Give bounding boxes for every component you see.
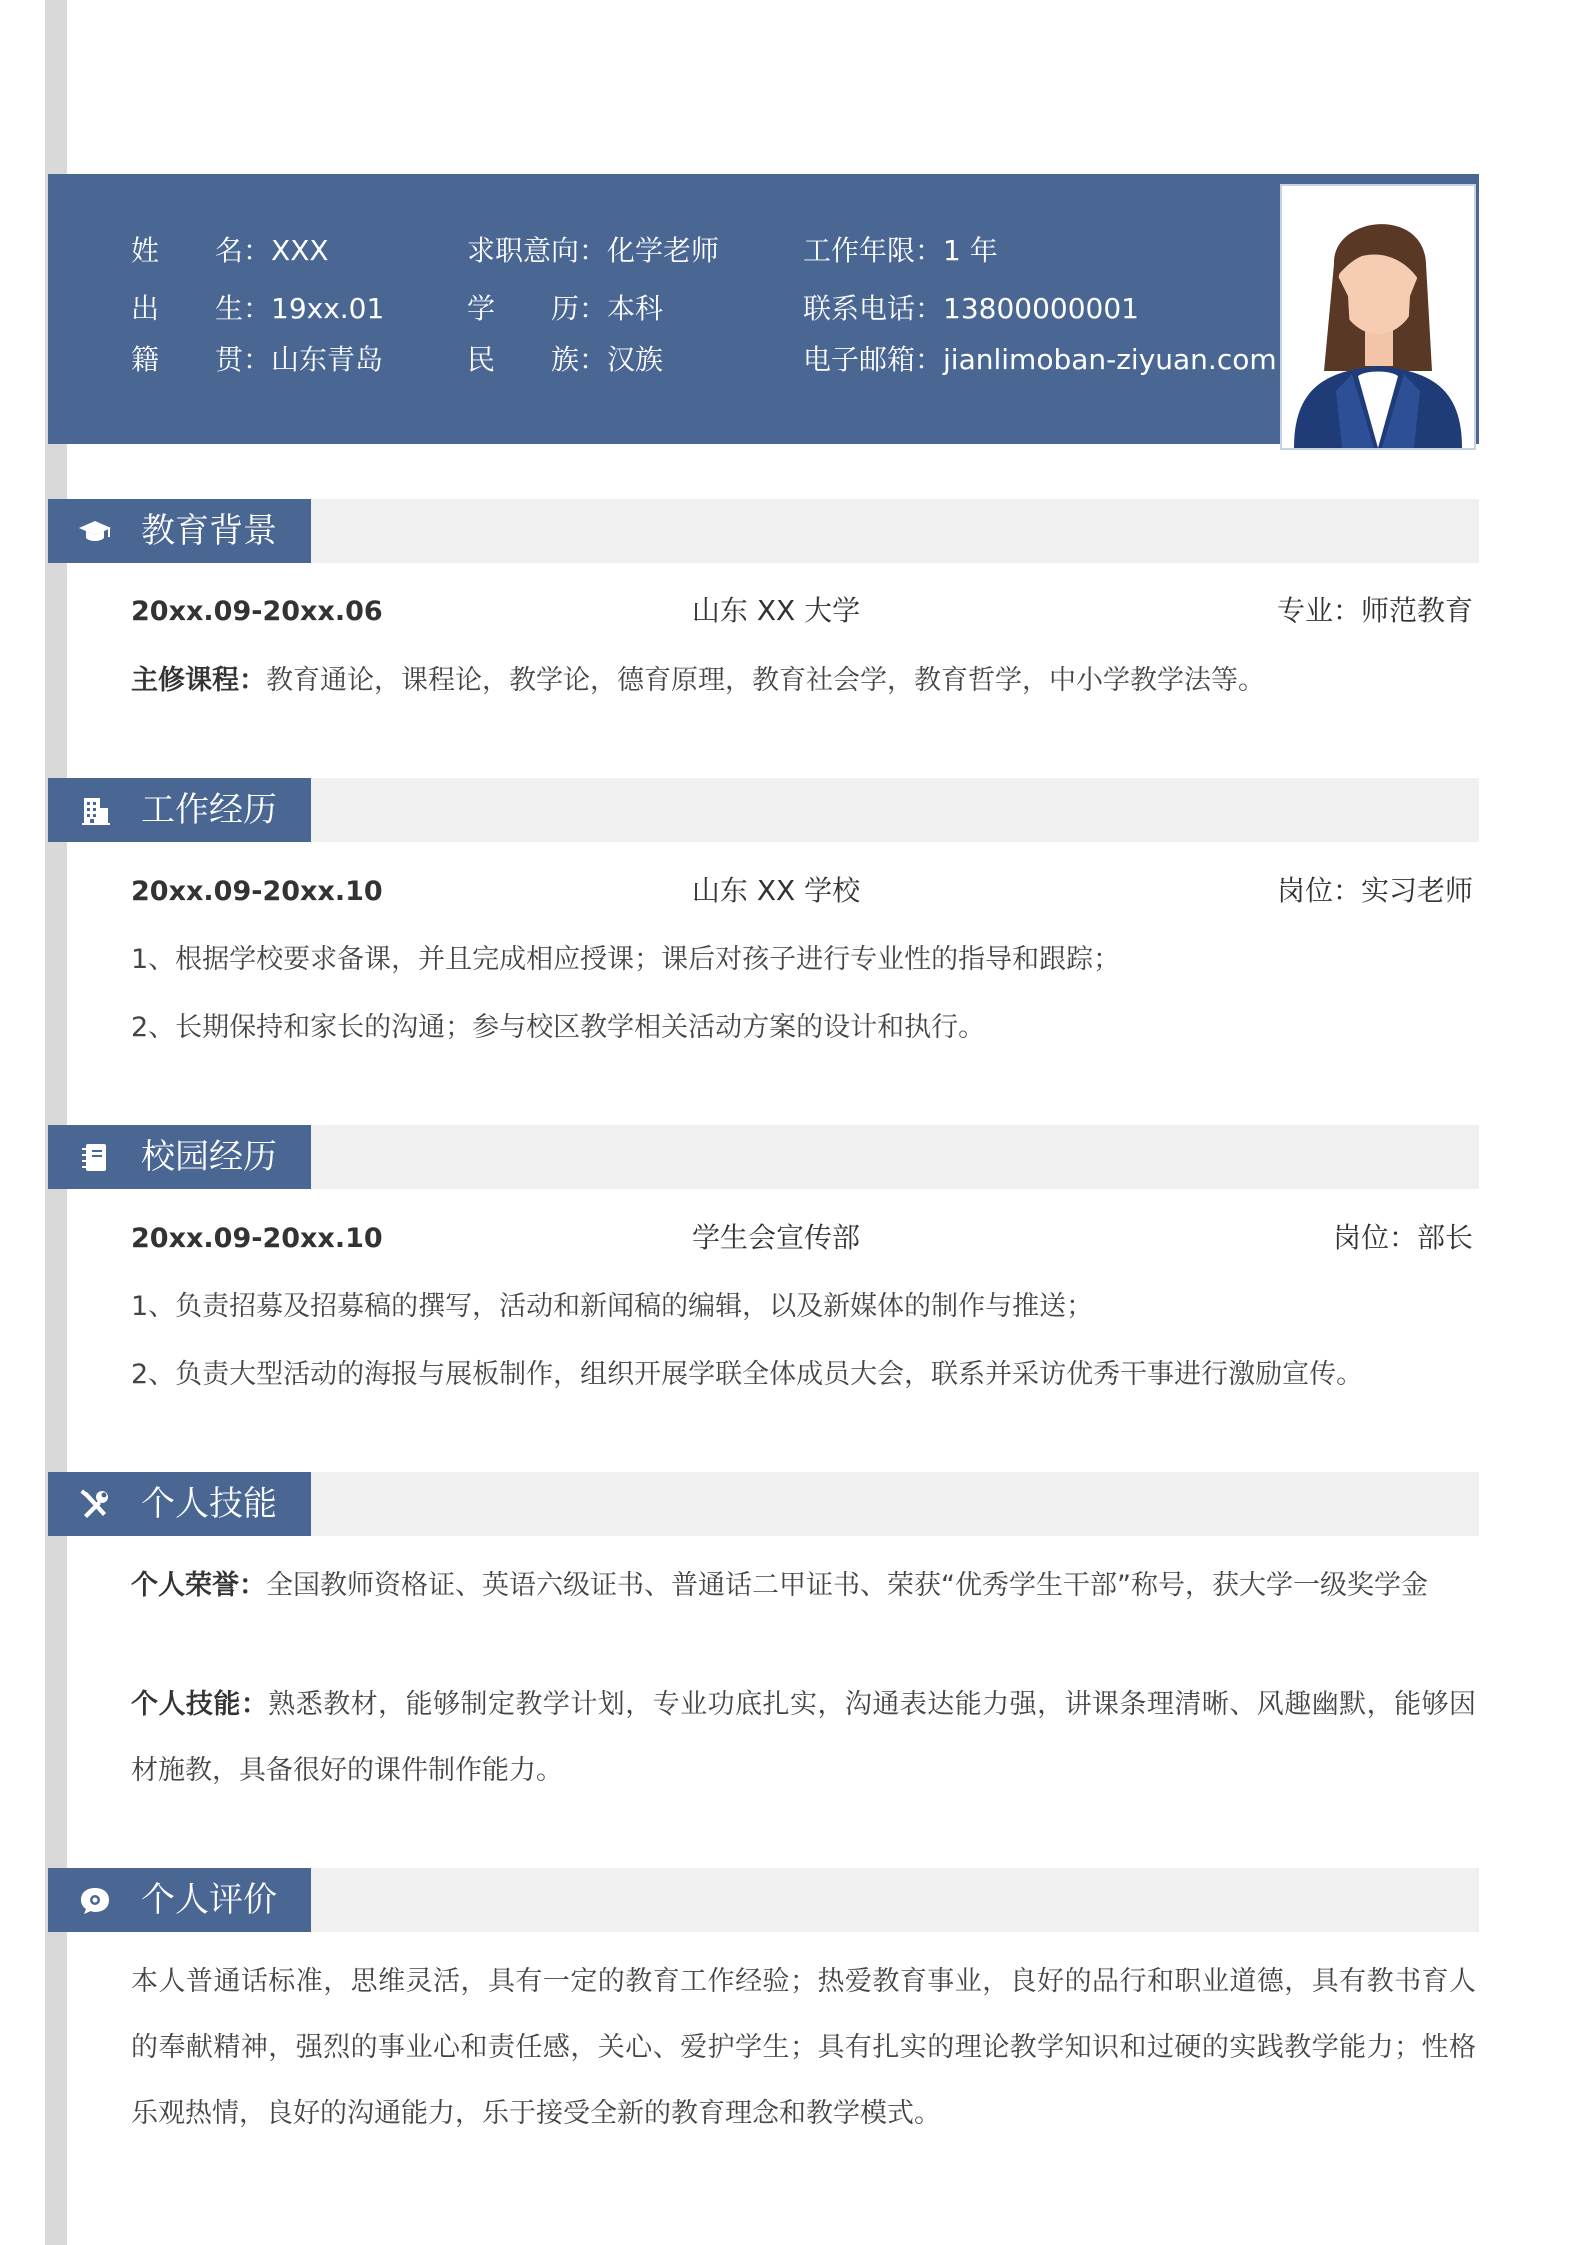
skills-tab	[48, 1472, 311, 1536]
years-row	[803, 234, 998, 267]
intent-value: 化学老师	[607, 234, 720, 267]
skill-text: 熟悉教材，能够制定教学计划，专业功底扎实，沟通表达能力强，讲课条理清晰、风趣幽默，能够因材施教，具备很好的课件制作能力。	[131, 1689, 1477, 1786]
skills-honor	[131, 1553, 1476, 1619]
campus-item-1: 1、负责招募及招募稿的撰写，活动和新闻稿的编辑，以及新媒体的制作与推送；	[131, 1291, 1094, 1322]
avatar-photo	[1280, 184, 1476, 450]
evaluation-title: 个人评价	[141, 1880, 277, 1920]
years-value: 1 年	[943, 234, 998, 267]
building-icon	[78, 794, 112, 826]
avatar-illustration	[1282, 186, 1474, 448]
name-label: 姓 名：	[131, 234, 272, 267]
evaluation-section-header	[48, 1868, 1479, 1932]
birth-label: 出 生：	[131, 292, 272, 325]
campus-tab	[48, 1125, 311, 1189]
education-date: 20xx.09-20xx.06	[131, 596, 383, 627]
campus-item-2: 2、负责大型活动的海报与展板制作，组织开展学联全体成员大会，联系并采访优秀干事进行激励宣传。	[131, 1359, 1364, 1390]
graduation-cap-icon	[78, 515, 112, 547]
tools-icon	[78, 1488, 112, 1520]
birth-row	[131, 292, 385, 325]
skills-section-header	[48, 1472, 1479, 1536]
email-value: jianlimoban-ziyuan.com	[943, 343, 1277, 376]
birth-value: 19xx.01	[271, 292, 385, 325]
email-row	[803, 343, 1277, 376]
campus-org: 学生会宣传部	[691, 1221, 861, 1254]
courses-text: 教育通论，课程论，教学论，德育原理，教育社会学，教育哲学，中小学教学法等。	[266, 665, 1265, 696]
campus-section-header	[48, 1125, 1479, 1189]
education-tab	[48, 499, 311, 563]
edu-label: 学 历：	[467, 292, 608, 325]
ethnic-label: 民 族：	[467, 343, 608, 376]
work-item-2: 2、长期保持和家长的沟通；参与校区教学相关活动方案的设计和执行。	[131, 1012, 986, 1043]
edu-row	[467, 292, 664, 325]
edu-value: 本科	[607, 292, 664, 325]
years-label: 工作年限：	[803, 234, 944, 267]
campus-title: 校园经历	[141, 1137, 277, 1177]
phone-value: 13800000001	[943, 292, 1139, 325]
phone-label: 联系电话：	[803, 292, 944, 325]
evaluation-text: 本人普通话标准，思维灵活，具有一定的教育工作经验；热爱教育事业，良好的品行和职业道德，具有教书育人的奉献精神，强烈的事业心和责任感，关心、爱护学生；具有扎实的理论教学知识和过硬的实践教学能力；性格乐观热情，良好的沟通能力，乐于接受全新的教育理念和教学模式。	[131, 1966, 1476, 2129]
origin-label: 籍 贯：	[131, 343, 272, 376]
education-title: 教育背景	[141, 511, 277, 551]
notebook-icon	[78, 1141, 112, 1173]
honor-label: 个人荣誉：	[131, 1570, 266, 1601]
work-tab	[48, 778, 311, 842]
work-date: 20xx.09-20xx.10	[131, 876, 383, 907]
intent-row	[467, 234, 720, 267]
origin-value: 山东青岛	[271, 343, 384, 376]
work-section-header	[48, 778, 1479, 842]
education-school: 山东 XX 大学	[691, 594, 861, 627]
ethnic-row	[467, 343, 664, 376]
campus-position: 岗位：部长	[1332, 1221, 1473, 1254]
work-title: 工作经历	[141, 790, 277, 830]
skills-ability	[131, 1672, 1476, 1804]
ethnic-value: 汉族	[607, 343, 664, 376]
name-row	[131, 234, 329, 267]
work-item-1: 1、根据学校要求备课，并且完成相应授课；课后对孩子进行专业性的指导和跟踪；	[131, 944, 1121, 975]
name-value: XXX	[271, 234, 329, 267]
honor-text: 全国教师资格证、英语六级证书、普通话二甲证书、荣获“优秀学生干部”称号，获大学一级奖学金	[266, 1570, 1428, 1601]
origin-row	[131, 343, 384, 376]
evaluation-tab	[48, 1868, 311, 1932]
work-org: 山东 XX 学校	[691, 874, 861, 907]
courses-label: 主修课程：	[131, 665, 266, 696]
education-courses	[131, 667, 1265, 694]
campus-date: 20xx.09-20xx.10	[131, 1223, 383, 1254]
education-major: 专业：师范教育	[1276, 594, 1473, 627]
chat-bubble-icon	[78, 1884, 112, 1916]
intent-label: 求职意向：	[467, 234, 608, 267]
skill-label: 个人技能：	[131, 1689, 269, 1720]
work-position: 岗位：实习老师	[1276, 874, 1473, 907]
skills-title: 个人技能	[141, 1484, 277, 1524]
phone-row	[803, 292, 1139, 325]
education-section-header	[48, 499, 1479, 563]
email-label: 电子邮箱：	[803, 343, 944, 376]
